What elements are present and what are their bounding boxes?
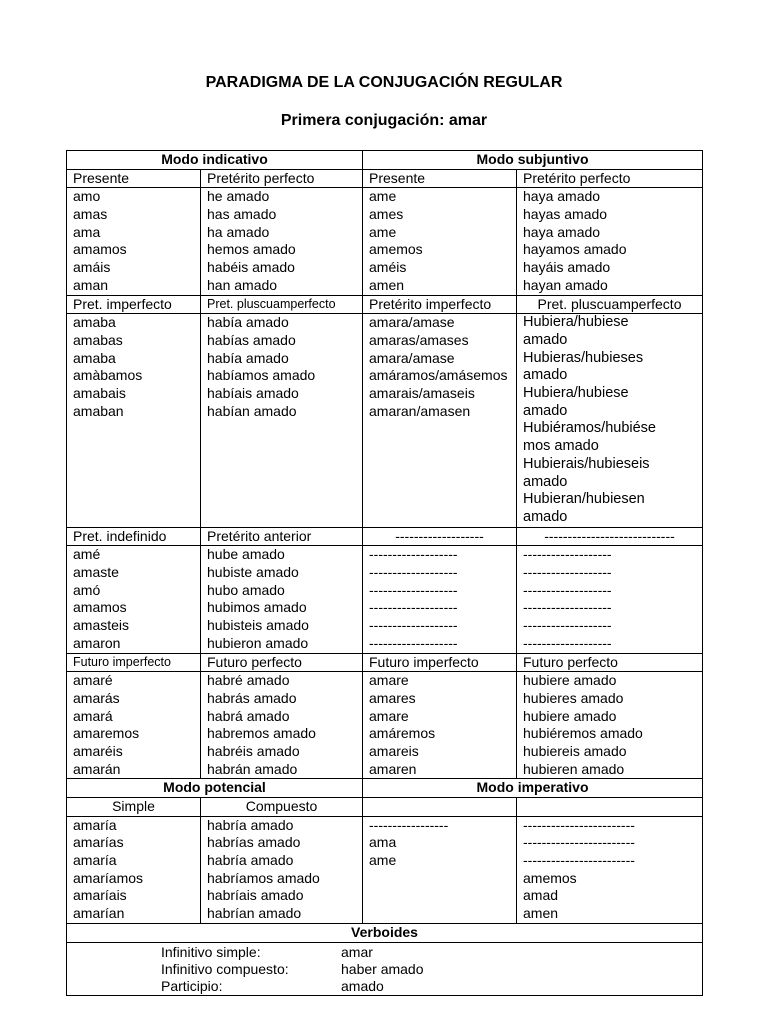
- conjugated-form: he amado: [207, 188, 270, 205]
- conjugated-form: amado: [523, 402, 568, 419]
- subjuntivo-header: Modo subjuntivo: [363, 151, 703, 170]
- conjugated-form: hubimos amado: [207, 599, 307, 616]
- conjugated-form: amado: [523, 331, 568, 348]
- conjugated-form: ------------------------: [523, 834, 635, 851]
- conjugated-form: amaban: [73, 402, 124, 419]
- tense-label: Pretérito perfecto: [201, 169, 363, 188]
- conjugation-table: [66, 150, 703, 996]
- conjugated-form: habrá amado: [207, 707, 290, 724]
- conjugated-form: habéis amado: [207, 259, 295, 276]
- conjugated-form: amares: [369, 689, 416, 706]
- conjugated-form: amarían: [73, 905, 125, 922]
- tense-label: Futuro imperfecto: [67, 653, 201, 672]
- forms-list: [201, 816, 363, 923]
- tense-label-row: [67, 798, 703, 817]
- mood-header-row: [67, 779, 703, 798]
- conjugated-form: amemos: [369, 241, 423, 258]
- conjugated-form: amarán: [73, 760, 121, 777]
- conjugated-form: habremos amado: [207, 725, 316, 742]
- conjugated-form: amare: [369, 707, 409, 724]
- conjugated-form: amasteis: [73, 617, 130, 634]
- verboide-value: amado: [341, 977, 384, 994]
- conjugated-form: -------------------: [369, 634, 458, 651]
- conjugated-form: amaran/amasen: [369, 402, 471, 419]
- tense-label: Compuesto: [201, 798, 363, 817]
- conjugated-form: ha amado: [207, 223, 270, 240]
- conjugated-form: amaré: [73, 672, 113, 689]
- conjugated-form: -----------------: [369, 816, 449, 833]
- tense-label: Pretérito imperfecto: [363, 295, 517, 314]
- conjugated-form: ama: [73, 223, 101, 240]
- conjugated-form: mos amado: [523, 438, 599, 455]
- conjugated-form: [369, 870, 510, 888]
- conjugated-form: amaron: [73, 634, 121, 651]
- conjugated-form: ------------------------: [523, 816, 635, 833]
- verboide-label: Infinitivo simple:: [161, 943, 261, 960]
- conjugated-form: hayáis amado: [523, 259, 611, 276]
- conjugated-form: amáis: [73, 259, 111, 276]
- conjugated-form: hubiereis amado: [523, 742, 627, 759]
- conjugated-form: hubiere amado: [523, 707, 617, 724]
- conjugated-form: [369, 905, 510, 923]
- tense-label: Simple: [67, 798, 201, 817]
- tense-label: Pret. indefinido: [67, 527, 201, 546]
- conjugated-form: [369, 887, 510, 905]
- conjugated-form: amaréis: [73, 742, 123, 759]
- empty-cell: [517, 798, 703, 817]
- conjugated-form: -------------------: [523, 634, 612, 651]
- conjugated-form: habríamos amado: [207, 869, 320, 886]
- forms-list: [517, 314, 703, 527]
- conjugated-form: amaba: [73, 314, 116, 331]
- tense-label-row: [67, 527, 703, 546]
- conjugated-form: hubieres amado: [523, 689, 624, 706]
- conjugated-form: había amado: [207, 314, 289, 331]
- forms-list: [363, 672, 517, 779]
- conjugated-form: habré amado: [207, 672, 290, 689]
- verboide-label: Infinitivo compuesto:: [161, 960, 289, 977]
- conjugated-form: hubieren amado: [523, 760, 625, 777]
- imperativo-header: Modo imperativo: [363, 779, 703, 798]
- conjugated-form: -------------------: [369, 581, 458, 598]
- verboide-value: amar: [341, 943, 373, 960]
- conjugated-form: amáremos: [369, 725, 436, 742]
- conjugated-form: amaren: [369, 760, 417, 777]
- conjugated-form: ame: [369, 223, 397, 240]
- tense-label-row: [67, 653, 703, 672]
- forms-row: [67, 188, 703, 295]
- conjugated-form: amaríais: [73, 887, 127, 904]
- forms-row: [67, 314, 703, 527]
- conjugated-form: amen: [369, 276, 405, 293]
- tense-label: -------------------: [363, 527, 517, 546]
- conjugated-form: -------------------: [523, 564, 612, 581]
- conjugated-form: -------------------: [523, 546, 612, 563]
- conjugated-form: ama: [369, 834, 397, 851]
- forms-list: [67, 188, 201, 295]
- forms-list: [517, 546, 703, 653]
- conjugated-form: has amado: [207, 206, 277, 223]
- tense-label: Pret. imperfecto: [67, 295, 201, 314]
- forms-list: [363, 816, 517, 923]
- page-subtitle: Primera conjugación: amar: [280, 112, 488, 129]
- page-title: PARADIGMA DE LA CONJUGACIÓN REGULAR: [205, 74, 563, 91]
- conjugated-form: ames: [369, 206, 404, 223]
- conjugated-form: hayas amado: [523, 206, 608, 223]
- forms-list: [67, 816, 201, 923]
- conjugated-form: hayan amado: [523, 276, 608, 293]
- conjugated-form: habíamos amado: [207, 367, 316, 384]
- conjugated-form: ame: [369, 852, 397, 869]
- tense-label: Pret. pluscuamperfecto: [517, 295, 703, 314]
- conjugated-form: habría amado: [207, 852, 294, 869]
- conjugated-form: -------------------: [369, 599, 458, 616]
- conjugated-form: haya amado: [523, 188, 601, 205]
- conjugated-form: amaba: [73, 349, 116, 366]
- conjugated-form: habíais amado: [207, 384, 299, 401]
- conjugated-form: -------------------: [523, 599, 612, 616]
- conjugated-form: habrían amado: [207, 905, 302, 922]
- verboides-header: Verboides: [67, 923, 703, 942]
- conjugated-form: hemos amado: [207, 241, 296, 258]
- conjugated-form: -------------------: [369, 617, 458, 634]
- tense-label: Pretérito anterior: [201, 527, 363, 546]
- verboide-value: haber amado: [341, 960, 424, 977]
- forms-list: [67, 672, 201, 779]
- conjugated-form: amado: [523, 473, 568, 490]
- conjugated-form: ------------------------: [523, 852, 635, 869]
- conjugated-form: amado: [523, 367, 568, 384]
- forms-list: [201, 314, 363, 527]
- conjugated-form: amarais/amaseis: [369, 384, 475, 401]
- forms-row: [67, 672, 703, 779]
- conjugated-form: amará: [73, 707, 113, 724]
- forms-list: [67, 546, 201, 653]
- verboide-label: Participio:: [161, 977, 223, 994]
- conjugated-form: haya amado: [523, 223, 601, 240]
- conjugated-form: habías amado: [207, 331, 296, 348]
- conjugated-form: -------------------: [369, 546, 458, 563]
- tense-label: Futuro imperfecto: [363, 653, 517, 672]
- conjugated-form: amado: [523, 508, 568, 525]
- conjugated-form: Hubiera/hubiese: [523, 385, 629, 402]
- tense-label: Futuro perfecto: [517, 653, 703, 672]
- conjugated-form: habrás amado: [207, 689, 297, 706]
- forms-list: [363, 546, 517, 653]
- conjugated-form: amé: [73, 546, 101, 563]
- conjugated-form: Hubiera/hubiese: [523, 314, 629, 331]
- forms-list: [201, 672, 363, 779]
- conjugated-form: -------------------: [369, 564, 458, 581]
- conjugated-form: amarías: [73, 834, 124, 851]
- verboide-row: [161, 978, 384, 996]
- empty-cell: [363, 798, 517, 817]
- conjugated-form: Hubiéramos/hubiése: [523, 420, 656, 437]
- conjugated-form: amen: [523, 905, 559, 922]
- conjugated-form: hayamos amado: [523, 241, 627, 258]
- conjugated-form: había amado: [207, 349, 289, 366]
- conjugated-form: Hubieran/hubiesen: [523, 491, 645, 508]
- tense-label: Pret. pluscuamperfecto: [201, 295, 363, 314]
- forms-list: [67, 314, 201, 527]
- conjugated-form: hubisteis amado: [207, 617, 309, 634]
- forms-list: [517, 672, 703, 779]
- conjugated-form: -------------------: [523, 581, 612, 598]
- forms-list: [201, 546, 363, 653]
- verboide-row: [161, 961, 424, 979]
- conjugated-form: amara/amase: [369, 314, 455, 331]
- conjugated-form: amaras/amases: [369, 331, 469, 348]
- conjugated-form: amabas: [73, 331, 123, 348]
- conjugated-form: habrán amado: [207, 760, 298, 777]
- conjugated-form: hubiere amado: [523, 672, 617, 689]
- forms-row: [67, 816, 703, 923]
- conjugated-form: ame: [369, 188, 397, 205]
- conjugated-form: han amado: [207, 276, 278, 293]
- tense-label: Presente: [363, 169, 517, 188]
- conjugated-form: amáramos/amásemos: [369, 367, 508, 384]
- potencial-header: Modo potencial: [67, 779, 363, 798]
- conjugated-form: amamos: [73, 241, 127, 258]
- conjugated-form: amaste: [73, 564, 119, 581]
- conjugated-form: habían amado: [207, 402, 297, 419]
- conjugated-form: amarás: [73, 689, 120, 706]
- conjugated-form: amó: [73, 581, 101, 598]
- conjugated-form: amara/amase: [369, 349, 455, 366]
- conjugated-form: amaríamos: [73, 869, 144, 886]
- mood-header-row: [67, 923, 703, 942]
- conjugated-form: hube amado: [207, 546, 285, 563]
- conjugated-form: habríais amado: [207, 887, 304, 904]
- conjugated-form: hubiéremos amado: [523, 725, 643, 742]
- forms-list: [517, 188, 703, 295]
- tense-label: Presente: [67, 169, 201, 188]
- indicativo-header: Modo indicativo: [67, 151, 363, 170]
- forms-list: [363, 188, 517, 295]
- conjugated-form: amamos: [73, 599, 127, 616]
- conjugated-form: amaría: [73, 852, 117, 869]
- conjugated-form: amaremos: [73, 725, 140, 742]
- forms-list: [363, 314, 517, 527]
- conjugated-form: amad: [523, 887, 559, 904]
- tense-label: Futuro perfecto: [201, 653, 363, 672]
- conjugated-form: amaría: [73, 816, 117, 833]
- tense-label: ----------------------------: [517, 527, 703, 546]
- conjugated-form: amas: [73, 206, 108, 223]
- tense-label-row: [67, 295, 703, 314]
- conjugated-form: amemos: [523, 869, 577, 886]
- conjugated-form: habrías amado: [207, 834, 301, 851]
- verboides-cell: [67, 942, 703, 995]
- conjugated-form: -------------------: [523, 617, 612, 634]
- conjugated-form: amareis: [369, 742, 419, 759]
- forms-row: [67, 546, 703, 653]
- forms-list: [517, 816, 703, 923]
- tense-label: Pretérito perfecto: [517, 169, 703, 188]
- conjugated-form: Hubierais/hubieseis: [523, 455, 650, 472]
- forms-list: [201, 188, 363, 295]
- verboide-row: [161, 944, 373, 962]
- conjugated-form: amabais: [73, 384, 126, 401]
- conjugated-form: amo: [73, 188, 101, 205]
- conjugated-form: aman: [73, 276, 109, 293]
- conjugated-form: habréis amado: [207, 742, 300, 759]
- tense-label-row: [67, 169, 703, 188]
- conjugated-form: amare: [369, 672, 409, 689]
- conjugated-form: hubo amado: [207, 581, 285, 598]
- conjugated-form: amàbamos: [73, 367, 143, 384]
- conjugated-form: habría amado: [207, 816, 294, 833]
- verboides-row: [67, 942, 703, 995]
- conjugated-form: hubieron amado: [207, 634, 309, 651]
- conjugated-form: hubiste amado: [207, 564, 299, 581]
- mood-header-row: [67, 151, 703, 170]
- conjugated-form: améis: [369, 259, 407, 276]
- conjugated-form: Hubieras/hubieses: [523, 349, 644, 366]
